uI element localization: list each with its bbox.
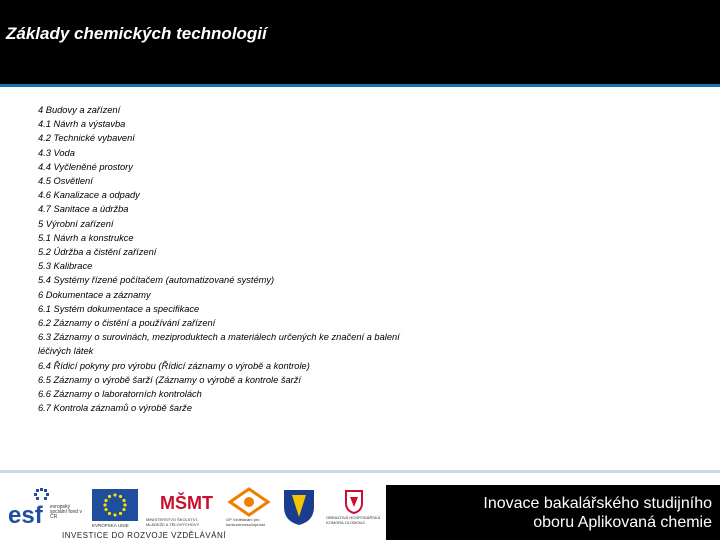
crest-icon <box>280 487 318 527</box>
outline-line: 6 Dokumentace a záznamy <box>38 289 151 300</box>
program-banner <box>386 485 720 540</box>
msmt-logo <box>146 487 216 531</box>
op-logo <box>226 487 272 531</box>
outline-line: 4.2 Technické vybavení <box>38 133 135 144</box>
outline-line: 4.1 Návrh a výstavba <box>38 119 126 130</box>
chamber-icon <box>326 487 382 515</box>
slide-title: Základy chemických technologií <box>6 24 267 43</box>
outline-line: 5.1 Návrh a konstrukce <box>38 232 134 243</box>
outline-line: 4.5 Osvětlení <box>38 176 93 187</box>
msmt-icon <box>146 487 216 517</box>
esf-logo <box>6 487 84 527</box>
chamber-logo <box>326 487 382 531</box>
op-icon <box>226 487 272 517</box>
outline-line: 6.3 Záznamy o surovinách, meziproduktech a materiálech určených ke značení a balení <box>38 332 400 343</box>
outline-line: 5.2 Údržba a čistění zařízení <box>38 247 157 258</box>
slide-header <box>0 0 720 84</box>
outline-line: 6.4 Řídicí pokyny pro výrobu (Řídicí záznamy o výrobě a kontrole) <box>38 360 310 371</box>
outline-line: 5.3 Kalibrace <box>38 261 93 272</box>
outline-line: 4.7 Sanitace a údržba <box>38 204 129 215</box>
outline-line: 6.6 Záznamy o laboratorních kontrolách <box>38 389 202 400</box>
esf-caption: evropský sociální fond v ČR <box>50 504 82 520</box>
outline-line: 6.2 Záznamy o čistění a používání zařízení <box>38 318 216 329</box>
outline-line: 4.6 Kanalizace a odpady <box>38 190 140 201</box>
outline-line: 6.5 Záznamy o výrobě šarží (Záznamy o výrobě a kontrole šarží <box>38 374 302 385</box>
msmt-caption: MINISTERSTVO ŠKOLSTVÍ, MLÁDEŽE A TĚLOVÝCHOVY <box>146 517 200 527</box>
op-caption: OP Vzdělávání pro konkurenceschopnost <box>226 517 265 527</box>
banner-line-2: oboru Aplikovaná chemie <box>533 514 712 531</box>
outline-line: 4 Budovy a zařízení <box>38 105 121 115</box>
chamber-caption: OBRAZOVÁ HOSPODÁŘSKÁ KOMORA OLOMOUC <box>326 515 381 525</box>
outline-line: 6.1 Systém dokumentace a specifikace <box>38 303 200 314</box>
svg-text:MŠMT: MŠMT <box>160 493 213 513</box>
outline-line: 5 Výrobní zařízení <box>38 218 114 229</box>
outline-list <box>38 103 478 415</box>
eu-flag-icon <box>92 489 138 521</box>
outline-line: 4.4 Vyčleněné prostory <box>38 161 133 172</box>
university-logo <box>280 487 318 531</box>
banner-line-1: Inovace bakalářského studijního <box>483 495 712 512</box>
header-divider <box>0 84 720 87</box>
svg-text:esf: esf <box>8 502 43 527</box>
outline-line: 5.4 Systémy řízené počítačem (automatizované systémy) <box>38 275 275 286</box>
eu-logo <box>92 489 140 533</box>
outline-line: léčivých látek <box>38 346 94 357</box>
eu-caption: EVROPSKÁ UNIE <box>92 523 129 528</box>
outline-line: 4.3 Voda <box>38 147 75 158</box>
slogan-text: INVESTICE DO ROZVOJE VZDĚLÁVÁNÍ <box>62 531 226 540</box>
outline-line: 6.7 Kontrola záznamů o výrobě šarže <box>38 403 192 414</box>
funding-logos <box>0 485 386 540</box>
